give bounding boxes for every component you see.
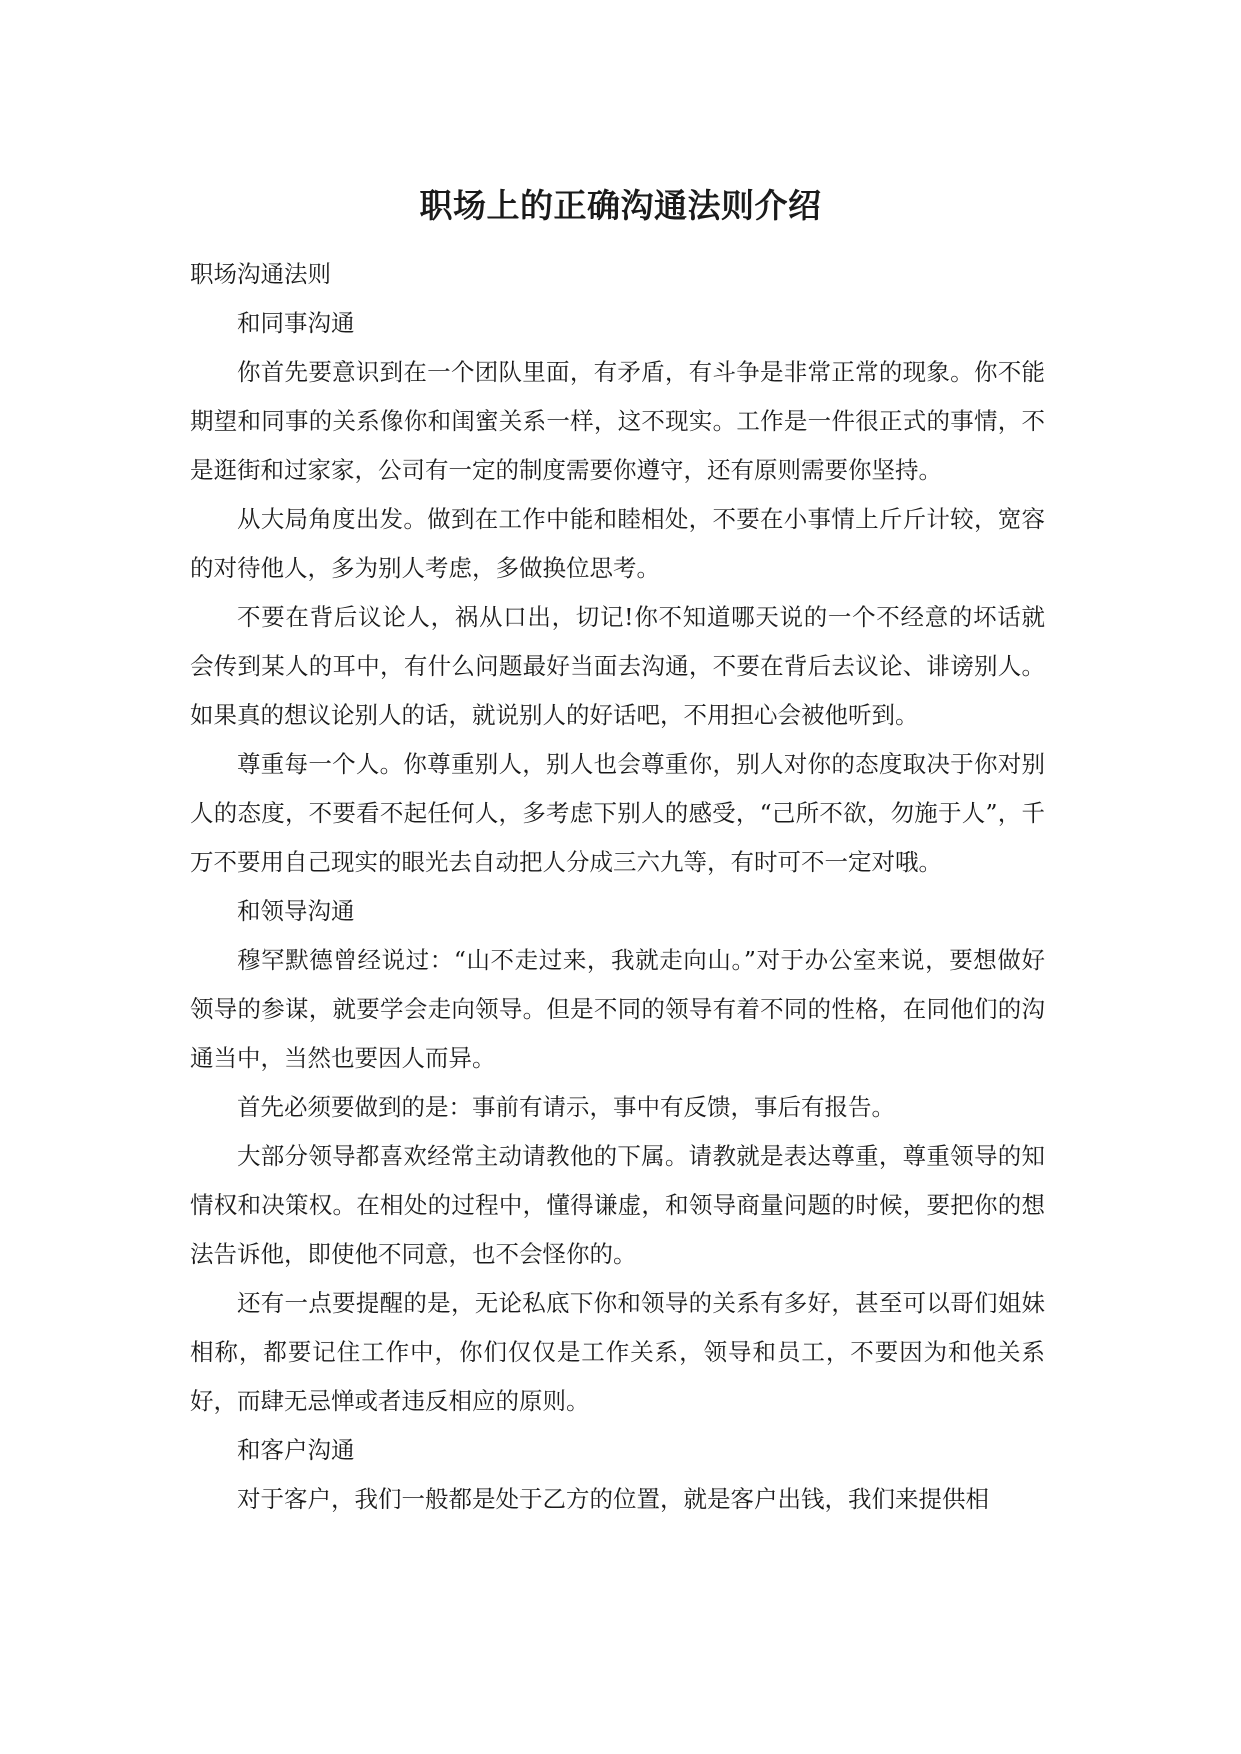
paragraph: 不要在背后议论人，祸从口出，切记!你不知道哪天说的一个不经意的坏话就会传到某人的耳中，有什么问题最好当面去沟通，不要在背后去议论、诽谤别人。如果真的想议论别人的话，就说别人的好话吧，不用担心会被他听到。 xyxy=(190,603,1045,729)
document-body xyxy=(190,250,1045,1524)
section-heading-clients: 和客户沟通 xyxy=(237,1436,355,1464)
document-title: 职场上的正确沟通法则介绍 xyxy=(419,186,822,225)
section-heading-leaders: 和领导沟通 xyxy=(237,897,355,925)
section-heading-colleagues: 和同事沟通 xyxy=(237,309,355,337)
paragraph: 从大局角度出发。做到在工作中能和睦相处，不要在小事情上斤斤计较，宽容的对待他人，多为别人考虑，多做换位思考。 xyxy=(190,505,1045,582)
paragraph: 对于客户，我们一般都是处于乙方的位置，就是客户出钱，我们来提供相 xyxy=(237,1485,989,1513)
paragraph: 你首先要意识到在一个团队里面，有矛盾，有斗争是非常正常的现象。你不能期望和同事的关系像你和闺蜜关系一样，这不现实。工作是一件很正式的事情，不是逛街和过家家，公司有一定的制度需要你遵守，还有原则需要你坚持。 xyxy=(190,358,1045,484)
paragraph: 大部分领导都喜欢经常主动请教他的下属。请教就是表达尊重，尊重领导的知情权和决策权。在相处的过程中，懂得谦虚，和领导商量问题的时候，要把你的想法告诉他，即使他不同意，也不会怪你的。 xyxy=(190,1142,1045,1268)
paragraph: 还有一点要提醒的是，无论私底下你和领导的关系有多好，甚至可以哥们姐妹相称，都要记住工作中，你们仅仅是工作关系，领导和员工，不要因为和他关系好，而肆无忌惮或者违反相应的原则。 xyxy=(190,1289,1045,1415)
paragraph: 首先必须要做到的是：事前有请示，事中有反馈，事后有报告。 xyxy=(237,1093,895,1121)
paragraph: 尊重每一个人。你尊重别人，别人也会尊重你，别人对你的态度取决于你对别人的态度，不要看不起任何人，多考虑下别人的感受，“己所不欲，勿施于人”，千万不要用自己现实的眼光去自动把人分成三六九等，有时可不一定对哦。 xyxy=(190,750,1045,876)
section-subtitle: 职场沟通法则 xyxy=(190,260,331,288)
paragraph: 穆罕默德曾经说过：“山不走过来，我就走向山。”对于办公室来说，要想做好领导的参谋，就要学会走向领导。但是不同的领导有着不同的性格，在同他们的沟通当中，当然也要因人而异。 xyxy=(190,946,1045,1072)
